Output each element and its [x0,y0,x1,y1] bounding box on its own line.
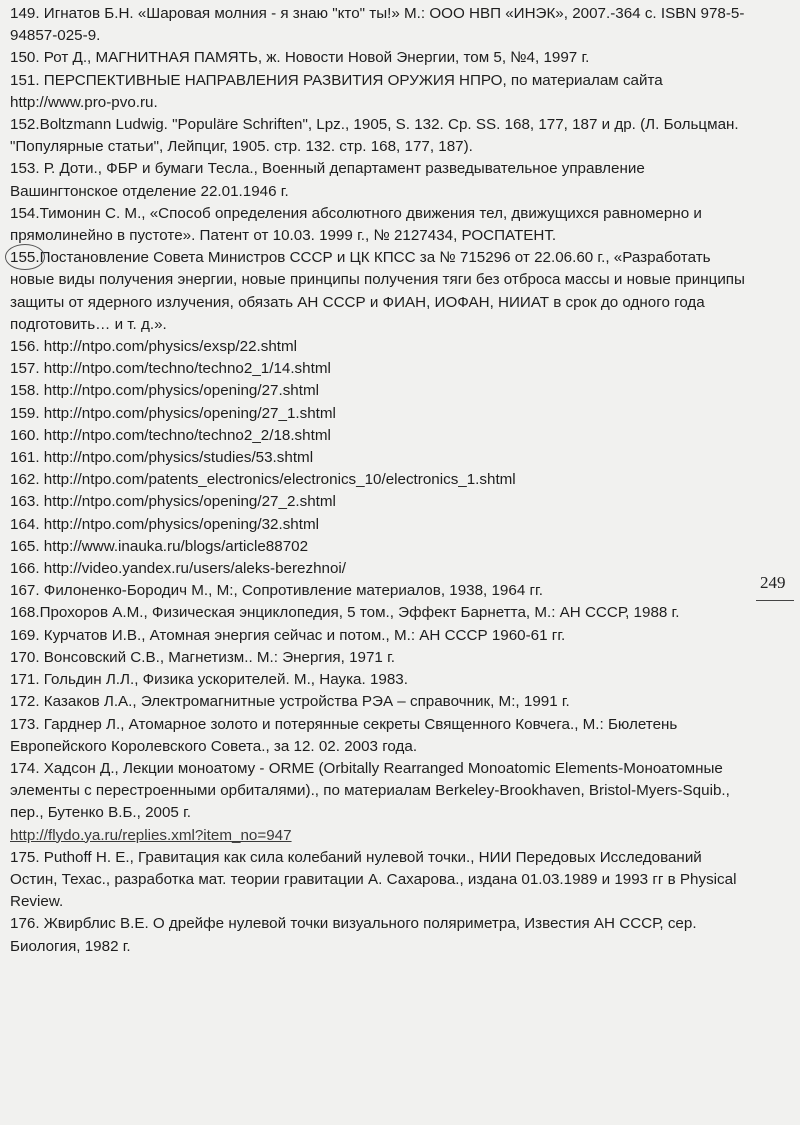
reference-item [10,336,752,358]
reference-item [10,714,752,758]
reference-item [10,3,752,47]
reference-number: 157. [10,360,40,378]
reference-text: Постановление Совета Министров СССР и ЦК КПСС за № 715296 от 22.06.60 г., «Разработать новые виды получения энергии, новые принципы получения тяги без отброса массы и новые принципы защиты от ядерного излучения, обязать АН СССР и ФИАН, ИОФАН, НИИАТ в срок до одного года подготовить… и т. д.». [10,249,745,333]
reference-number: 153. [10,160,40,178]
reference-number: 171. [10,671,40,689]
reference-item [10,358,752,380]
page-number: 249 [760,573,786,592]
reference-item [10,158,752,202]
reference-item [10,669,752,691]
reference-number: 174. [10,759,40,777]
reference-text: http://ntpo.com/physics/opening/27_1.shtml [39,404,336,422]
reference-item [10,47,752,69]
reference-item [10,536,752,558]
reference-text: Вонсовский С.В., Магнетизм.. М.: Энергия, 1971 г. [39,648,395,666]
reference-number: 162. [10,471,40,489]
reference-number: 159. [10,404,40,422]
reference-number: 170. [10,648,40,666]
reference-text: Тимонин С. М., «Способ определения абсолютного движения тел, движущихся равномерно и прямолинейно в пустоте». Патент от 10.03. 1999 г., № 2127434, РОСПАТЕНТ. [10,204,702,245]
reference-text: Игнатов Б.Н. «Шаровая молния - я знаю "кто" ты!» М.: ООО НВП «ИНЭК», 2007.-364 с. ISBN 978-5-94857-025-9. [10,5,745,45]
reference-text: Boltzmann Ludwig. "Populäre Schriften", Lpz., 1905, S. 132. Cp. SS. 168, 177, 187 и др. (Л. Больцман. "Популярные статьи", Лейпциг, 1905. стр. 132. стр. 168, 177, 187). [10,116,739,156]
reference-text: http://www.inauka.ru/blogs/article88702 [39,537,309,555]
reference-text: http://ntpo.com/physics/studies/53.shtml [39,449,314,467]
reference-number: 156. [10,338,40,356]
reference-number: 169. [10,626,40,644]
reference-item [10,580,752,602]
reference-item [10,447,752,469]
reference-item [10,403,752,425]
reference-number: 172. [10,693,40,711]
reference-number: 150. [10,49,40,67]
reference-text: Филоненко-Бородич М., М:, Сопротивление материалов, 1938, 1964 гг. [39,582,543,600]
reference-text: Р. Доти., ФБР и бумаги Тесла., Военный департамент разведывательное управление Вашингтонское отделение 22.01.1946 г. [10,160,645,200]
reference-number: 173. [10,715,40,733]
reference-item [10,647,752,669]
reference-number: 165. [10,537,40,555]
reference-item-circled [10,247,752,336]
reference-item [10,625,752,647]
reference-link[interactable]: http://flydo.ya.ru/replies.xml?item_no=947 [10,826,292,844]
reference-item [10,847,752,914]
reference-text: http://ntpo.com/physics/exsp/22.shtml [39,338,298,356]
reference-number: 163. [10,493,40,511]
page-number-rule [756,600,794,601]
reference-number: 161. [10,449,40,467]
reference-number: 154. [10,204,40,222]
reference-text: http://video.yandex.ru/users/aleks-berezhnoi/ [39,560,347,578]
reference-number: 175. [10,848,40,866]
reference-number: 158. [10,382,40,400]
reference-number: 152. [10,116,40,134]
reference-number: 149. [10,5,40,22]
reference-number: 164. [10,515,40,533]
reference-list [10,3,752,958]
reference-text: Казаков Л.А., Электромагнитные устройства РЭА – справочник, М:, 1991 г. [39,693,570,711]
reference-number [10,247,40,269]
reference-text: Рот Д., МАГНИТНАЯ ПАМЯТЬ, ж. Новости Новой Энергии, том 5, №4, 1997 г. [39,49,590,67]
reference-number: 160. [10,426,40,444]
reference-item [10,469,752,491]
reference-text: Курчатов И.В., Атомная энергия сейчас и потом., М.: АН СССР 1960-61 гг. [39,626,566,644]
reference-item [10,913,752,957]
reference-item [10,691,752,713]
reference-number: 167. [10,582,40,600]
reference-item [10,602,752,624]
reference-text: Гарднер Л., Атомарное золото и потерянные секреты Священного Ковчега., М.: Бюлетень Европейского Королевского Совета., за 12. 02. 2003 года. [10,715,678,755]
reference-item [10,758,752,847]
reference-text: http://ntpo.com/techno/techno2_2/18.shtml [39,426,331,444]
reference-item [10,70,752,114]
reference-text: Хадсон Д., Лекции моноатому - ORME (Orbitally Rearranged Monoatomic Elements-Моноатомные элементы с перестроенными орбиталями)., по материалам Berkeley-Brookhaven, Bristol-Myers-Squib., пер., Бутенко В.Б., 2005 г. [10,759,730,822]
reference-text: http://ntpo.com/techno/techno2_1/14.shtml [39,360,331,378]
reference-text: Прохоров А.М., Физическая энциклопедия, 5 том., Эффект Барнетта, М.: АН СССР, 1988 г. [39,604,680,622]
reference-item [10,558,752,580]
reference-number: 151. [10,71,40,89]
reference-text: Жвирблис В.Е. О дрейфе нулевой точки визуального поляриметра, Известия АН СССР, сер. Биология, 1982 г. [10,915,697,955]
reference-item [10,114,752,158]
reference-text: http://ntpo.com/physics/opening/27_2.shtml [39,493,336,511]
reference-item [10,514,752,536]
reference-item [10,425,752,447]
reference-item [10,380,752,402]
reference-text: Гольдин Л.Л., Физика ускорителей. М., Наука. 1983. [39,671,408,689]
reference-item [10,203,752,247]
reference-text: Puthoff H. E., Гравитация как сила колебаний нулевой точки., НИИ Передовых Исследований Остин, Техас., разработка мат. теории гравитации А. Сахарова., издана 01.03.1989 и 1993 гг в Physical Review. [10,848,737,911]
reference-text: http://ntpo.com/patents_electronics/electronics_10/electronics_1.shtml [39,471,516,489]
reference-number: 166. [10,560,40,578]
reference-number-text: 155. [10,249,40,267]
reference-number: 176. [10,915,40,933]
reference-item [10,491,752,513]
reference-text: http://ntpo.com/physics/opening/27.shtml [39,382,319,400]
reference-number: 168. [10,604,40,622]
reference-text: http://ntpo.com/physics/opening/32.shtml [39,515,319,533]
reference-text: ПЕРСПЕКТИВНЫЕ НАПРАВЛЕНИЯ РАЗВИТИЯ ОРУЖИЯ НПРО, по материалам сайта http://www.pro-pvo.ru. [10,71,663,111]
